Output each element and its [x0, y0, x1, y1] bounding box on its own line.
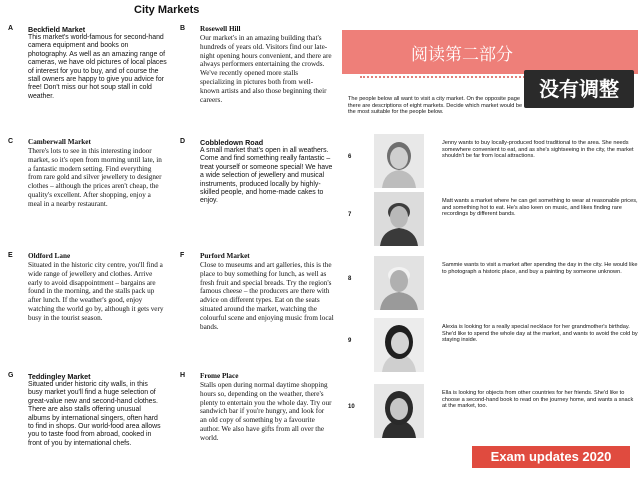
market-letter: B	[180, 25, 186, 32]
question-number: 6	[348, 154, 352, 160]
question-text: Alexia is looking for a really special necklace for her grandmother's birthday. She'd like to spend the whole day at the market, and wants to avoid the cold by staying inside.	[442, 324, 638, 344]
question-text: Jenny wants to buy locally-produced food traditional to the area. She needs somewhere convenient to eat, and as she's sightseeing in the city, the market shouldn't be far from local attractions.	[442, 140, 634, 160]
person-photo-matt	[374, 192, 424, 246]
question-text: Matt wants a market where he can get something to wear at reasonable prices, and something hot to eat. He's also keen on music, and likes finding rare recordings by different bands.	[442, 198, 638, 218]
question-number: 8	[348, 276, 352, 282]
question-number: 10	[348, 404, 355, 410]
market-name: Frome Place	[200, 372, 239, 380]
market-name: Purford Market	[200, 252, 250, 260]
question-10	[348, 384, 638, 440]
market-letter: E	[8, 252, 13, 259]
person-photo-alexia	[374, 318, 424, 372]
market-name: Cobbledown Road	[200, 138, 264, 147]
market-letter: D	[180, 138, 186, 145]
market-letter: C	[8, 138, 14, 145]
market-name: Rosewell Hill	[200, 25, 241, 33]
market-name: Beckfield Market	[28, 25, 86, 34]
section-banner	[342, 30, 638, 74]
market-description: A small market that's open in all weathers. Come and find something really fantastic – treat yourself or someone special! We have a wide selection of jewellery and musical instruments, produced locally by highly-skilled people, and home-made cakes to enjoy.	[200, 147, 333, 205]
market-description: Situated in the historic city centre, you'll find a wide range of jewellery and clothes. Arrive early to avoid disappointment – bargains are found in the morning, and the stalls pack up after lunch. If the weather's good, enjoy watching the world go by, although it gets very busy in the tourist season.	[28, 261, 164, 322]
market-letter: H	[180, 372, 186, 379]
question-number: 9	[348, 338, 352, 344]
market-description: There's lots to see in this interesting indoor market, so it's open from morning until late, in a fantastic modern setting. Find everything from rare gold and silver jewellery to designer clothes – although the prices aren't cheap, the quality's excellent. After shopping, enjoy a meal in a nearby restaurant.	[28, 147, 162, 208]
person-photo-sammie	[374, 256, 424, 310]
market-description: Situated under historic city walls, in this busy market you'll find a huge selection of great-value new and second-hand clothes. There are also stalls offering unusual albums by international singers, often hard to find in shops. Our world-food area allows you to taste food from abroad, cooked in front of you by international chefs.	[28, 381, 161, 447]
person-photo-ella	[374, 384, 424, 438]
question-number: 7	[348, 212, 352, 218]
no-change-stamp: 没有调整	[524, 70, 634, 108]
market-description: Close to museums and art galleries, this is the place to buy something for lunch, as well as fresh fruit and special breads. Try the region's famous cheese – the producers are there with advice on different types. Eat on the seats situated around the market, watching the colourful scene and enjoying music from local bands.	[200, 261, 334, 331]
question-6	[348, 134, 638, 190]
question-8	[348, 256, 638, 312]
market-description: Our market's in an amazing building that's hundreds of years old. Visitors find our late-night opening hours convenient, and there are always performers entertaining the crowds. We've recently opened more stalls specializing in pictures both from well-known artists and also those beginning their careers.	[200, 34, 332, 104]
question-7	[348, 192, 638, 248]
question-text: Ella is looking for objects from other countries for her friends. She'd like to choose a second-hand book to read on the journey home, and wants a snack at the market, too.	[442, 390, 634, 410]
market-name: Camberwall Market	[28, 138, 91, 146]
person-photo-jenny	[374, 134, 424, 188]
market-description: Stalls open during normal daytime shopping hours so, depending on the weather, there's plenty to entertain you the whole day. Try our sandwich bar if you're hungry, and look for an old copy of something by a favourite author. We also have gifts from all over the world.	[200, 381, 332, 442]
instructions: The people below all want to visit a city market. On the opposite page there are descriptions of eight markets. Decide which market would be the most suitable for the people below.	[348, 96, 523, 116]
page-title: City Markets	[134, 4, 200, 16]
question-9	[348, 318, 638, 374]
market-letter: F	[180, 252, 185, 259]
banner-title: 阅读第二部分	[411, 45, 513, 65]
market-letter: A	[8, 25, 14, 32]
market-name: Oldford Lane	[28, 252, 71, 260]
question-text: Sammie wants to visit a market after spending the day in the city. He would like to photograph a historic place, and buy a painting by someone unknown.	[442, 262, 638, 275]
exam-updates-label: Exam updates 2020	[472, 446, 630, 468]
market-description: This market's world-famous for second-hand camera equipment and books on photography. As well as an amazing range of cameras, we have old pictures of local places of interest for you to buy, and of course the stall owners are happy to give you advice for free! Don't miss our hot soup stall in cold weather.	[28, 34, 167, 100]
market-letter: G	[8, 372, 14, 379]
market-name: Teddingley Market	[28, 372, 91, 381]
